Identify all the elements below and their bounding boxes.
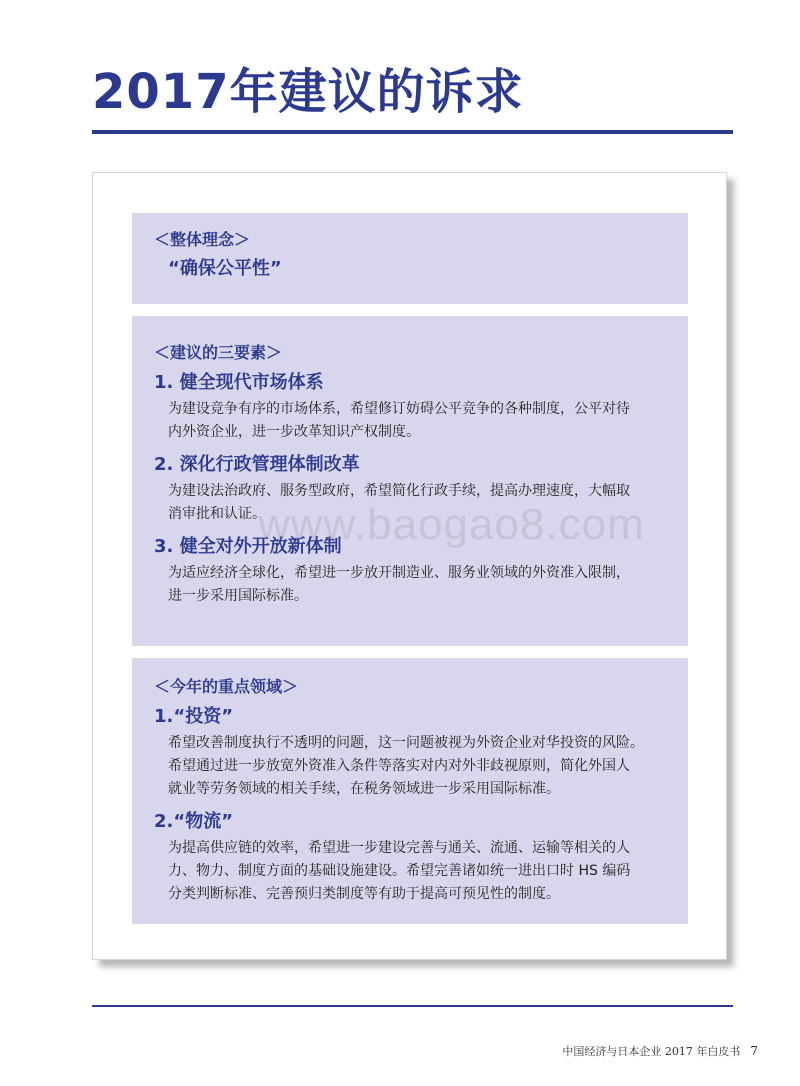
key-area-2-line: 力、物力、制度方面的基础设施建设。希望完善诸如统一进出口时 HS 编码 <box>168 863 631 879</box>
key-area-2-title: 2.“物流” <box>154 811 234 832</box>
element-1-line: 为建设竞争有序的市场体系，希望修订妨碍公平竞争的各种制度，公平对待 <box>168 401 630 417</box>
watermark: www.baogao8.com <box>258 500 645 549</box>
overall-concept-slogan: “确保公平性” <box>168 258 282 279</box>
key-area-1-title: 1.“投资” <box>154 706 234 727</box>
overall-concept-panel <box>132 213 688 304</box>
element-2-line: 消审批和认证。 <box>168 506 266 522</box>
element-1-title: 1. 健全现代市场体系 <box>154 372 324 393</box>
key-area-2-body <box>154 837 666 906</box>
page-number: 7 <box>750 1044 758 1058</box>
key-areas-panel <box>132 658 688 924</box>
key-area-1-line: 希望通过进一步放宽外资准入条件等落实对内对外非歧视原则，简化外国人 <box>168 758 630 774</box>
element-1-body <box>154 398 666 444</box>
footer-rule <box>92 1005 733 1007</box>
key-area-1-line: 希望改善制度执行不透明的问题，这一问题被视为外资企业对华投资的风险。 <box>168 735 644 751</box>
key-area-1-body <box>154 732 666 801</box>
page-title: 2017年建议的诉求 <box>92 64 524 120</box>
element-3-body <box>154 562 666 608</box>
element-2-title: 2. 深化行政管理体制改革 <box>154 454 360 475</box>
footer <box>562 1043 758 1059</box>
three-elements-heading: ＜建议的三要素＞ <box>154 343 283 362</box>
element-3-title: 3. 健全对外开放新体制 <box>154 536 342 557</box>
key-area-1-line: 就业等劳务领域的相关手续，在税务领域进一步采用国际标准。 <box>168 781 560 797</box>
overall-concept-heading: ＜整体理念＞ <box>154 230 251 249</box>
key-area-2-line: 为提高供应链的效率，希望进一步建设完善与通关、流通、运输等相关的人 <box>168 840 630 856</box>
key-areas-heading: ＜今年的重点领域＞ <box>154 677 299 696</box>
footer-publication-title: 中国经济与日本企业 2017 年白皮书 <box>562 1045 741 1058</box>
element-3-line: 为适应经济全球化，希望进一步放开制造业、服务业领域的外资准入限制， <box>168 565 630 581</box>
element-3-line: 进一步采用国际标准。 <box>168 588 308 604</box>
title-underline <box>92 130 733 134</box>
key-area-2-line: 分类判断标准、完善预归类制度等有助于提高可预见性的制度。 <box>168 886 560 902</box>
three-elements-panel <box>132 316 688 646</box>
element-1-line: 内外资企业，进一步改革知识产权制度。 <box>168 424 420 440</box>
element-2-line: 为建设法治政府、服务型政府，希望简化行政手续，提高办理速度，大幅取 <box>168 483 630 499</box>
